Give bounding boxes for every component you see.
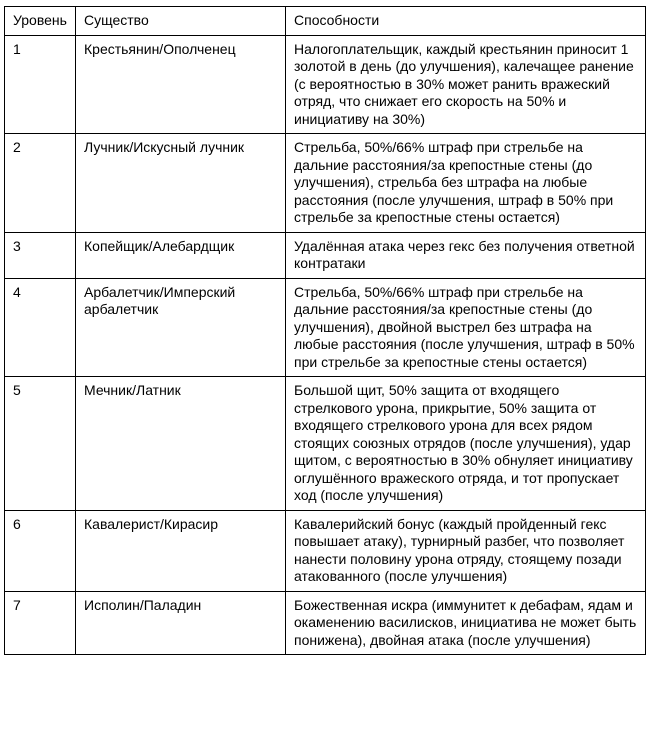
table-header-row	[5, 7, 646, 36]
level-cell: 3	[5, 232, 76, 278]
creature-cell: Крестьянин/Ополченец	[76, 35, 286, 134]
column-header-abilities: Способности	[286, 7, 646, 36]
creature-cell: Исполин/Паладин	[76, 591, 286, 655]
creature-cell: Мечник/Латник	[76, 377, 286, 511]
level-cell: 1	[5, 35, 76, 134]
level-cell: 6	[5, 510, 76, 591]
level-cell: 2	[5, 134, 76, 233]
level-cell: 4	[5, 278, 76, 377]
abilities-cell: Большой щит, 50% защита от входящего стрелкового урона, прикрытие, 50% защита от входящего стрелкового урона для всех рядом стоящих союзных отрядов (после улучшения), удар щитом, с вероятностью в 30% обнуляет инициативу оглушённого вражеского отряда, и тот пропускает ход (после улучшения)	[286, 377, 646, 511]
abilities-cell: Кавалерийский бонус (каждый пройденный гекс повышает атаку), турнирный разбег, что позволяет нанести половину урона отряду, стоящему позади атакованного (после улучшения)	[286, 510, 646, 591]
units-table	[4, 6, 646, 655]
creature-cell: Кавалерист/Кирасир	[76, 510, 286, 591]
table-row	[5, 377, 646, 511]
table-row	[5, 134, 646, 233]
column-header-level: Уровень	[5, 7, 76, 36]
column-header-creature: Существо	[76, 7, 286, 36]
abilities-cell: Стрельба, 50%/66% штраф при стрельбе на дальние расстояния/за крепостные стены (до улучшения), стрельба без штрафа на любые расстояния (после улучшения, штраф в 50% при стрельбе за крепостные стены остается)	[286, 134, 646, 233]
level-cell: 7	[5, 591, 76, 655]
table-row	[5, 591, 646, 655]
abilities-cell: Стрельба, 50%/66% штраф при стрельбе на дальние расстояния/за крепостные стены (до улучшения), двойной выстрел без штрафа на любые расстояния (после улучшения, штраф в 50% при стрельбе за крепостные стены остается)	[286, 278, 646, 377]
abilities-cell: Божественная искра (иммунитет к дебафам, ядам и окаменению василисков, инициатива не может быть понижена), двойная атака (после улучшения)	[286, 591, 646, 655]
abilities-cell: Удалённая атака через гекс без получения ответной контратаки	[286, 232, 646, 278]
table-row	[5, 35, 646, 134]
table-row	[5, 510, 646, 591]
creature-cell: Копейщик/Алебардщик	[76, 232, 286, 278]
table-row	[5, 278, 646, 377]
table-row	[5, 232, 646, 278]
creature-cell: Арбалетчик/Имперский арбалетчик	[76, 278, 286, 377]
level-cell: 5	[5, 377, 76, 511]
creature-cell: Лучник/Искусный лучник	[76, 134, 286, 233]
abilities-cell: Налогоплательщик, каждый крестьянин приносит 1 золотой в день (до улучшения), калечащее ранение (с вероятностью в 30% может ранить вражеский отряд, что снижает его скорость на 50% и инициативу на 30%)	[286, 35, 646, 134]
